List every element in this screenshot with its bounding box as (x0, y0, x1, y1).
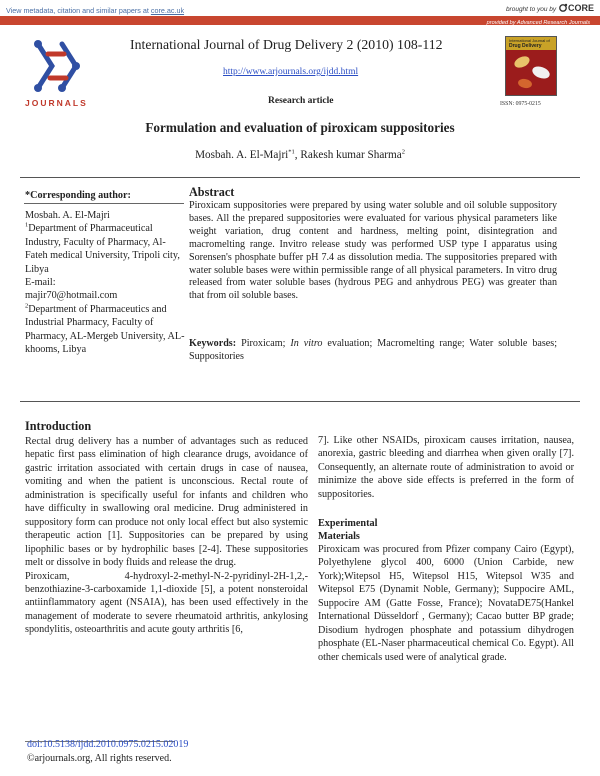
cover-capsule-shape (517, 78, 532, 89)
journal-title: International Journal of Drug Delivery 2 (2010) 108-112 (130, 37, 443, 52)
experimental-heading: Experimental (318, 518, 378, 529)
authors-line (0, 149, 600, 162)
doi-link[interactable]: doi:10.5138/ijdd.2010.0975.0215.02019 (27, 739, 189, 750)
right-column-intro (318, 434, 574, 501)
author-1: Mosbah. A. El-Majri (195, 149, 289, 161)
author-separator: , (294, 149, 301, 161)
provided-by-bar (0, 16, 600, 25)
author-2-sup: 2 (401, 148, 405, 156)
materials-text: Piroxicam was procured from Pfizer company Cairo (Egypt), Polyethylene glycol 400, 6000 (Union Carbide, new York);Witepsol H5, Witepsol H15, Witepsol W35 and Witepsol E75 (Dynamit Noble, Germany); Suppocire AML, Suppocire AM (Gatte Fosse, France); NovataDE75(Hankel International Düsseldorf , Germany); Cacao butter BP grade; Disodium hydrogen phosphate and potassium dihydrogen phosphate (EL-Naser pharmaceutical chemical Co. Egypt). All other chemicals used were of analytical grade. (318, 544, 574, 663)
intro-paragraph-3: 7]. Like other NSAIDs, piroxicam causes irritation, nausea, anorexia, gastric bleeding and diarrhea when given orally [7]. Consequently, an alternate route of administration to avoid or minimize the above side effects is preferred in the form of suppositories. (318, 435, 574, 500)
email-link[interactable]: majir70@hotmail.com (25, 290, 118, 302)
copyright: ©arjournals.org, All rights reserved. (27, 753, 172, 764)
keywords (189, 337, 557, 364)
cover-capsule-shape (531, 64, 552, 80)
core-left-text: View metadata, citation and similar papers at (6, 6, 151, 15)
email-label: E-mail: (25, 277, 56, 289)
affiliation-2-sup: 2 (25, 302, 29, 310)
paper-title: Formulation and evaluation of piroxicam suppositories (145, 120, 455, 135)
cover-capsule-shape (513, 54, 532, 70)
intro-paragraph-1: Rectal drug delivery has a number of advantages such as reduced hepatic first pass elimination of high clearance drugs, avoidance of gastric irritation associated with certain drugs in case of nausea, vomiting and when the patient is unconscious. Rectal route of administration is specifically useful for infants and children who have difficulty in swallowing oral medicine. Drug administered in suppository form can produce not only local effect but also systemic therapeutic action [1]. Suppositories can be prepared by using lipophilic bases or by hydrophilic bases [2-4]. These suppositories melt or dissolve in body fluids and release the drug. (25, 436, 308, 569)
materials-heading: Materials (318, 531, 360, 542)
corresponding-divider (24, 203, 184, 204)
divider-top (20, 177, 580, 178)
journal-logo-icon (24, 36, 90, 96)
provided-by-text: provided by Advanced Research Journals (486, 20, 590, 26)
introduction-heading: Introduction (25, 419, 92, 433)
affiliation-1 (25, 222, 185, 276)
affiliation-2-text: Department of Pharmaceutics and Industrial Pharmacy, Faculty of Pharmacy, AL-Mergeb University, AL-khooms, Libya (25, 303, 185, 356)
left-column (25, 435, 308, 637)
corresponding-name: Mosbah. A. El-Majri (25, 210, 110, 221)
logo-text: JOURNALS (25, 98, 88, 108)
keywords-part1: Piroxicam; (236, 338, 291, 349)
cover-line2: Drug Delivery (509, 43, 542, 49)
core-link[interactable]: core.ac.uk (150, 6, 185, 15)
abstract-text: Piroxicam suppositories were prepared by using water soluble and oil soluble suppository bases. All the prepared suppositories were evaluated for various physical parameters like weight variation, drug content and hardness, melting point, disintegration and macromelting range. Invitro release study was performed USP type I apparatus using Sorensen's phosphate buffer pH 7.4 as dissolution media. The suppositories prepared with water soluble bases were within permissible range of all physical parameters. In vitro drug released from water soluble bases (hydrous PEG and anhydrous PEG) was greater than that from oil soluble bases. (189, 200, 557, 302)
keywords-label: Keywords: (189, 338, 237, 349)
intro-paragraph-2: Piroxicam, 4-hydroxyl-2-methyl-N-2-pyridinyl-2H-1,2,-benzothiazine-3-carboxamide 1,1-dioxide [5], a potent nonsteroidal antiinflammatory agent (NSAIA), has been used effectively in the management of moderate to severe rheumatoid arthritis, ankylosing spondylitis, osteoarthritis and acute gouty arthritis [6, (25, 570, 308, 636)
journal-cover-image (505, 36, 557, 96)
divider-bottom (20, 401, 580, 402)
core-logo-icon (558, 3, 568, 12)
journal-url-link[interactable]: http://www.arjournals.org/ijdd.html (223, 67, 359, 77)
core-right-text: brought to you by (505, 6, 557, 13)
affiliation-1-sup: 1 (25, 222, 29, 230)
affiliation-2 (25, 303, 185, 357)
keywords-italic: In vitro (290, 338, 323, 349)
core-brand-text: CORE (567, 3, 594, 13)
core-brand[interactable] (506, 2, 594, 16)
author-2: Rakesh kumar Sharma (300, 149, 402, 161)
author-1-sup: *1 (288, 148, 295, 156)
keywords-part2: evaluation; Macromelting range; Water soluble bases; Suppositories (189, 338, 558, 363)
corresponding-author-heading: *Corresponding author: (25, 190, 131, 201)
issn: ISSN: 0975-0215 (500, 101, 541, 107)
abstract-heading: Abstract (189, 185, 235, 199)
article-type: Research article (268, 96, 334, 106)
affiliation-1-text: Department of Pharmaceutical Industry, Faculty of Pharmacy, Al-Fateh medical University, Tripoli city, Libya (25, 223, 180, 275)
cover-line1: International Journal of (509, 38, 550, 43)
corresponding-author-block (25, 209, 185, 356)
